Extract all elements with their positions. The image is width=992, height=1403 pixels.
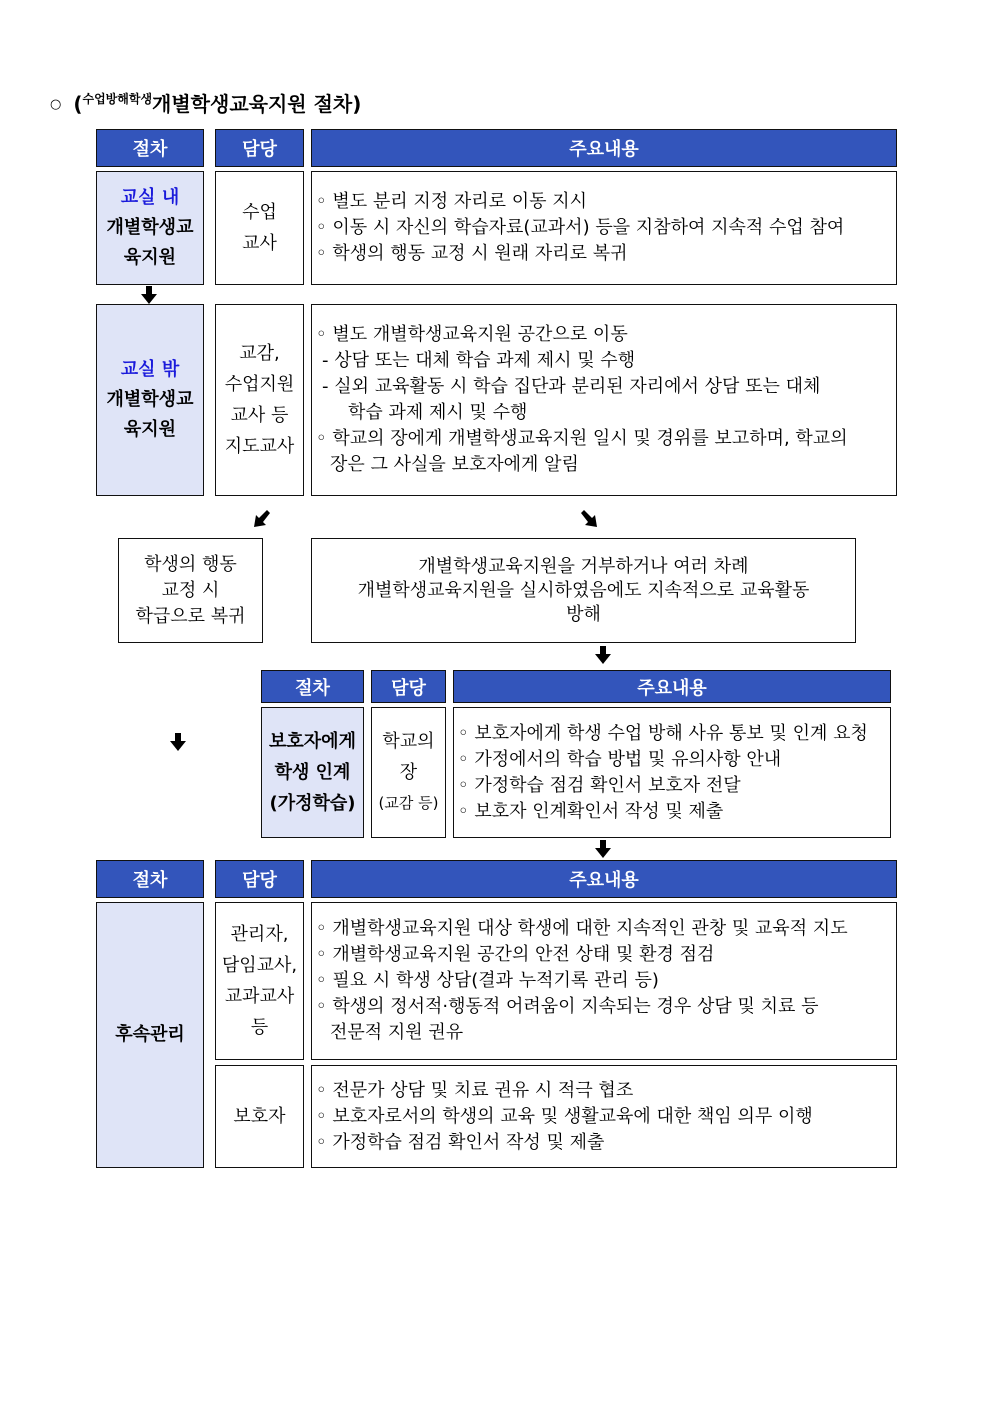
arrow-down-icon <box>170 733 186 751</box>
content-subline: - 실외 교육활동 시 학습 집단과 분리된 자리에서 상담 또는 대체 <box>322 376 821 397</box>
step1-person <box>215 171 304 285</box>
step2-person <box>215 304 304 496</box>
step1-person-line: 교사 <box>242 233 277 254</box>
content-line: ◦ 보호자에게 학생 수업 방해 사유 통보 및 인계 요청 <box>458 722 868 744</box>
header-procedure: 절차 <box>96 129 204 167</box>
content-subline-cont: 학습 과제 제시 및 수행 <box>348 402 528 423</box>
arrow-down-icon <box>595 840 611 858</box>
step2-person-line: 교감, <box>239 343 280 364</box>
step2-procedure <box>96 304 204 496</box>
title-paren: ( <box>73 92 83 116</box>
step1-proc-line: 개별학생교 <box>106 217 194 238</box>
content-line: ◦ 개별학생교육지원 대상 학생에 대한 지속적인 관창 및 교육적 지도 <box>316 918 848 939</box>
content-subline: - 상담 또는 대체 학습 과제 제시 및 수행 <box>322 350 636 371</box>
header-content: 주요내용 <box>311 860 897 898</box>
step4-person-line: 관리자, <box>230 924 289 945</box>
step4-person-guardian <box>215 1065 304 1168</box>
step3-person-line: (교감 등) <box>378 794 439 812</box>
step1-proc-line: 육지원 <box>123 247 177 268</box>
step2-person-line: 수업지원 <box>224 374 295 395</box>
header-person: 담당 <box>215 860 304 898</box>
step1-content <box>311 171 897 285</box>
branch-right-line: 방해 <box>566 603 601 625</box>
content-line: ◦ 개별학생교육지원 공간의 안전 상태 및 환경 점검 <box>316 944 715 965</box>
step3-person <box>371 707 446 838</box>
step1-procedure <box>96 171 204 285</box>
title-superscript: 수업방해학생 <box>82 92 153 106</box>
step3-content <box>453 707 891 838</box>
step2-person-line: 지도교사 <box>224 436 295 457</box>
page-title <box>50 88 361 117</box>
content-line: ◦ 이동 시 자신의 학습자료(교과서) 등을 지참하여 지속적 수업 참여 <box>316 217 845 238</box>
step4-person-line: 담임교사, <box>221 955 298 976</box>
step2-proc-line: 육지원 <box>123 419 177 440</box>
step2-proc-line: 개별학생교 <box>106 389 194 410</box>
content-line-cont: 장은 그 사실을 보호자에게 알림 <box>330 454 579 475</box>
step1-person-line: 수업 <box>242 202 277 223</box>
step4-proc-label: 후속관리 <box>115 1024 185 1045</box>
branch-left-line: 학생의 행동 <box>144 553 237 575</box>
content-line-cont: 전문적 지원 권유 <box>330 1022 464 1043</box>
step4-person-line: 보호자 <box>233 1106 286 1127</box>
branch-left-line: 교정 시 <box>161 579 220 601</box>
step2-person-line: 교사 등 <box>230 405 289 426</box>
header-content: 주요내용 <box>311 129 897 167</box>
content-line: ◦ 가정에서의 학습 방법 및 유의사항 안내 <box>458 748 782 770</box>
content-line: ◦ 가정학습 점검 확인서 작성 및 제출 <box>316 1131 605 1153</box>
step4-content-staff <box>311 902 897 1060</box>
header-procedure: 절차 <box>261 670 364 703</box>
step4-person-line: 등 <box>250 1017 269 1038</box>
step4-person-line: 교과교사 <box>224 986 295 1007</box>
branch-right-line: 개별학생교육지원을 실시하였음에도 지속적으로 교육활동 <box>357 579 810 601</box>
content-line: ◦ 전문가 상담 및 치료 권유 시 적극 협조 <box>316 1079 634 1101</box>
step2-highlight: 교실 밖 <box>120 359 180 380</box>
step4-person-staff <box>215 902 304 1060</box>
step4-content-guardian <box>311 1065 897 1168</box>
header-procedure: 절차 <box>96 860 204 898</box>
arrow-down-icon <box>141 286 157 304</box>
content-line: ◦ 별도 개별학생교육지원 공간으로 이동 <box>316 324 628 345</box>
header-person: 담당 <box>215 129 304 167</box>
step3-proc-line: (가정학습) <box>269 793 356 814</box>
arrow-down-icon <box>595 646 611 664</box>
step3-proc-line: 학생 인계 <box>274 762 351 783</box>
content-line: ◦ 보호자로서의 학생의 교육 및 생활교육에 대한 책임 의무 이행 <box>316 1105 813 1127</box>
content-line: ◦ 가정학습 점검 확인서 보호자 전달 <box>458 774 741 796</box>
branch-refuse-box <box>311 538 856 643</box>
step3-proc-line: 보호자에게 <box>269 731 356 752</box>
content-line: ◦ 필요 시 학생 상담(결과 누적기록 관리 등) <box>316 970 659 991</box>
header-person: 담당 <box>371 670 446 703</box>
content-line: ◦ 학생의 행동 교정 시 원래 자리로 복귀 <box>316 243 628 264</box>
arrow-down-left-icon <box>253 510 271 528</box>
branch-right-line: 개별학생교육지원을 거부하거나 여러 차례 <box>418 555 749 577</box>
step2-content <box>311 304 897 496</box>
branch-left-line: 학급으로 복귀 <box>135 605 246 627</box>
branch-return-box <box>118 538 263 643</box>
title-main: 개별학생교육지원 절차) <box>152 92 362 116</box>
step3-procedure <box>261 707 364 838</box>
content-line: ◦ 보호자 인계확인서 작성 및 제출 <box>458 800 724 822</box>
header-content: 주요내용 <box>453 670 891 703</box>
step3-person-line: 장 <box>399 762 418 783</box>
step1-highlight: 교실 내 <box>120 187 180 208</box>
step4-procedure <box>96 902 204 1168</box>
content-line: ◦ 별도 분리 지정 자리로 이동 지시 <box>316 191 587 212</box>
arrow-down-right-icon <box>580 510 598 528</box>
content-line: ◦ 학생의 정서적·행동적 어려움이 지속되는 경우 상담 및 치료 등 <box>316 996 819 1017</box>
title-bullet: ○ <box>50 97 62 112</box>
content-line: ◦ 학교의 장에게 개별학생교육지원 일시 및 경위를 보고하며, 학교의 <box>316 428 848 449</box>
step3-person-line: 학교의 <box>382 731 435 752</box>
